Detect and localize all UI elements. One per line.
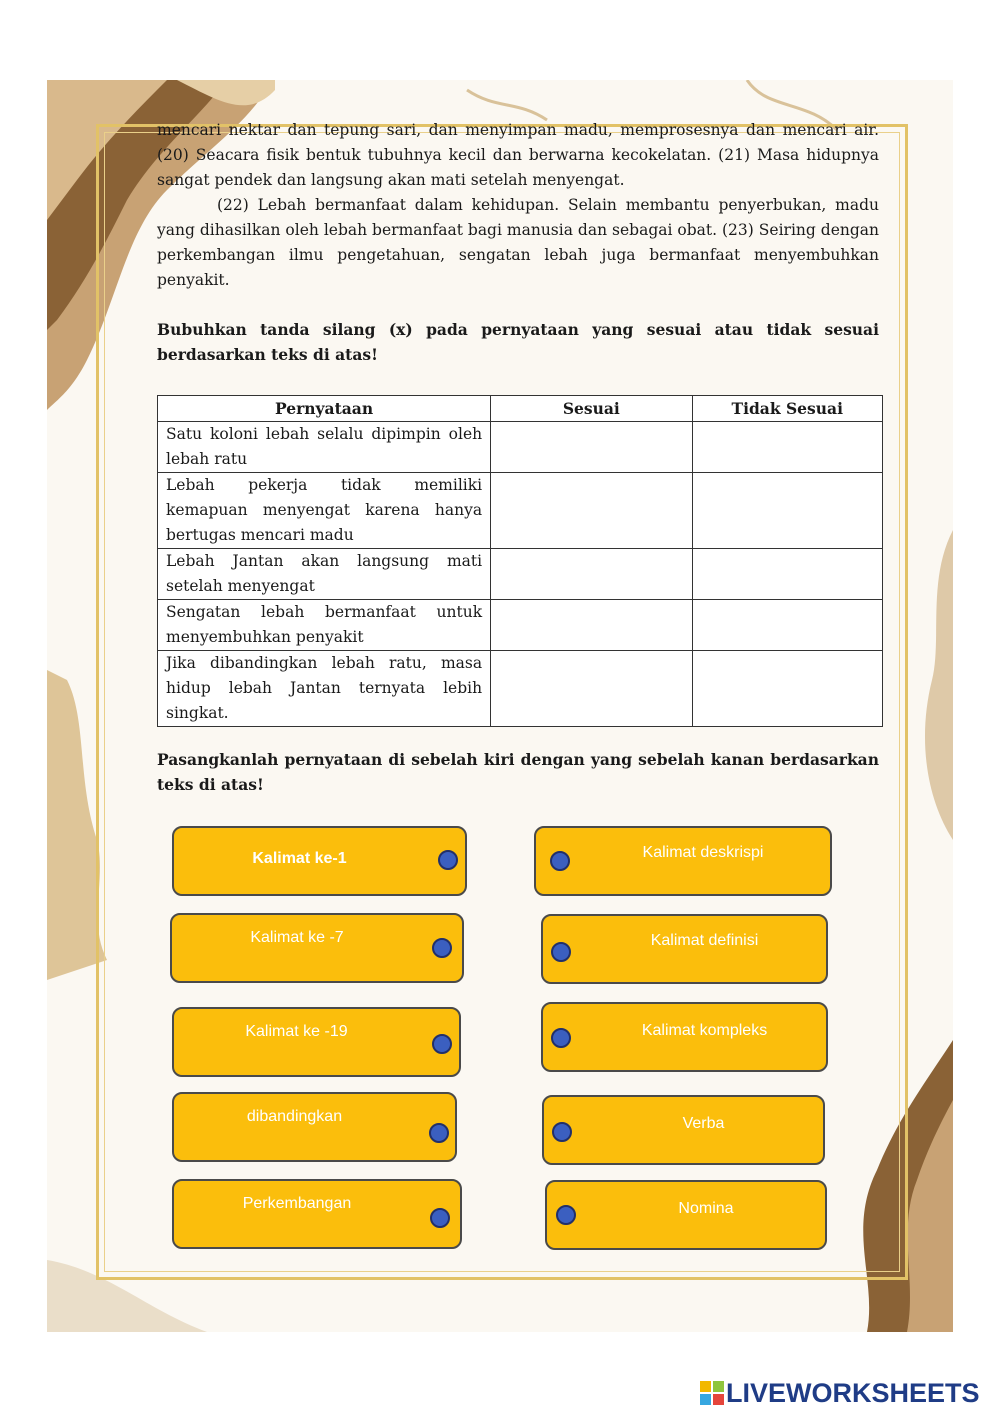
- match-left-label: Kalimat ke -19: [245, 1023, 348, 1040]
- match-right-label: Kalimat kompleks: [641, 1022, 768, 1039]
- match-right-box: [542, 1095, 825, 1165]
- header-pernyataan: Pernyataan: [158, 396, 491, 422]
- tidak-sesuai-answer-cell[interactable]: [692, 549, 882, 600]
- table-row: [158, 422, 883, 473]
- match-right-box: [541, 914, 828, 984]
- match-left-label: Kalimat ke-1: [252, 850, 347, 867]
- match-left-label: Perkembangan: [242, 1195, 352, 1212]
- tidak-sesuai-answer-cell[interactable]: [692, 473, 882, 549]
- match-left-box: [170, 913, 464, 983]
- tidak-sesuai-answer-cell[interactable]: [692, 422, 882, 473]
- statement-cell: Jika dibandingkan lebah ratu, masa hidup lebah Jantan ternyata lebih singkat.: [158, 651, 491, 727]
- statement-cell: Satu koloni lebah selalu dipimpin oleh lebah ratu: [158, 422, 491, 473]
- match-right-box: [534, 826, 832, 896]
- matching-instruction: Pasangkanlah pernyataan di sebelah kiri dengan yang sebelah kanan berdasarkan teks di atas!: [157, 750, 879, 794]
- match-right-label: Kalimat definisi: [650, 932, 759, 949]
- liveworksheets-wordmark: LIVEWORKSHEETS: [726, 1377, 980, 1408]
- match-right-dot[interactable]: [550, 851, 570, 871]
- match-right-dot[interactable]: [551, 1028, 571, 1048]
- tidak-sesuai-answer-cell[interactable]: [692, 600, 882, 651]
- match-left-box: [172, 1092, 457, 1162]
- table-row: [158, 473, 883, 549]
- match-right-box: [541, 1002, 828, 1072]
- tidak-sesuai-answer-cell[interactable]: [692, 651, 882, 727]
- match-right-dot[interactable]: [556, 1205, 576, 1225]
- sesuai-answer-cell[interactable]: [491, 473, 692, 549]
- liveworksheets-icon: [700, 1381, 724, 1405]
- statement-cell: Sengatan lebah bermanfaat untuk menyembuhkan penyakit: [158, 600, 491, 651]
- match-right-label: Nomina: [678, 1200, 734, 1217]
- match-left-label: dibandingkan: [246, 1108, 343, 1125]
- match-right-dot[interactable]: [552, 1122, 572, 1142]
- table-header-row: [158, 396, 883, 422]
- sesuai-answer-cell[interactable]: [491, 549, 692, 600]
- match-right-label: Kalimat deskrispi: [642, 844, 764, 861]
- match-left-box: [172, 826, 467, 896]
- match-right-box: [545, 1180, 827, 1250]
- sesuai-answer-cell[interactable]: [491, 600, 692, 651]
- reading-text: [157, 118, 879, 367]
- liveworksheets-logo: [700, 1378, 980, 1408]
- header-tidak-sesuai: Tidak Sesuai: [692, 396, 882, 422]
- table-row: [158, 600, 883, 651]
- match-left-dot[interactable]: [438, 850, 458, 870]
- sesuai-answer-cell[interactable]: [491, 651, 692, 727]
- table-row: [158, 651, 883, 727]
- match-left-box: [172, 1179, 462, 1249]
- statement-cell: Lebah pekerja tidak memiliki kemapuan menyengat karena hanya bertugas mencari madu: [158, 473, 491, 549]
- match-left-label: Kalimat ke -7: [250, 929, 344, 946]
- statement-cell: Lebah Jantan akan langsung mati setelah menyengat: [158, 549, 491, 600]
- match-right-label: Verba: [682, 1115, 725, 1132]
- match-left-dot[interactable]: [430, 1208, 450, 1228]
- match-left-dot[interactable]: [432, 1034, 452, 1054]
- paragraph-continued: mencari nektar dan tepung sari, dan menyimpan madu, memprosesnya dan mencari air. (20) Seacara fisik bentuk tubuhnya kecil dan berwarna kecokelatan. (21) Masa hidupnya sangat pendek dan langsung akan mati setelah menyengat.: [157, 121, 879, 189]
- table-instruction: Bubuhkan tanda silang (x) pada pernyataan yang sesuai atau tidak sesuai berdasarkan teks di atas!: [157, 320, 879, 364]
- match-right-dot[interactable]: [551, 942, 571, 962]
- header-sesuai: Sesuai: [491, 396, 692, 422]
- sesuai-answer-cell[interactable]: [491, 422, 692, 473]
- table-row: [158, 549, 883, 600]
- match-left-dot[interactable]: [429, 1123, 449, 1143]
- paragraph-22: (22) Lebah bermanfaat dalam kehidupan. Selain membantu penyerbukan, madu yang dihasilkan oleh lebah bermanfaat bagi manusia dan sebagai obat. (23) Seiring dengan perkembangan ilmu pengetahuan, sengatan lebah juga bermanfaat menyembuhkan penyakit.: [157, 196, 879, 289]
- match-left-box: [172, 1007, 461, 1077]
- match-left-dot[interactable]: [432, 938, 452, 958]
- statement-table: [157, 395, 883, 727]
